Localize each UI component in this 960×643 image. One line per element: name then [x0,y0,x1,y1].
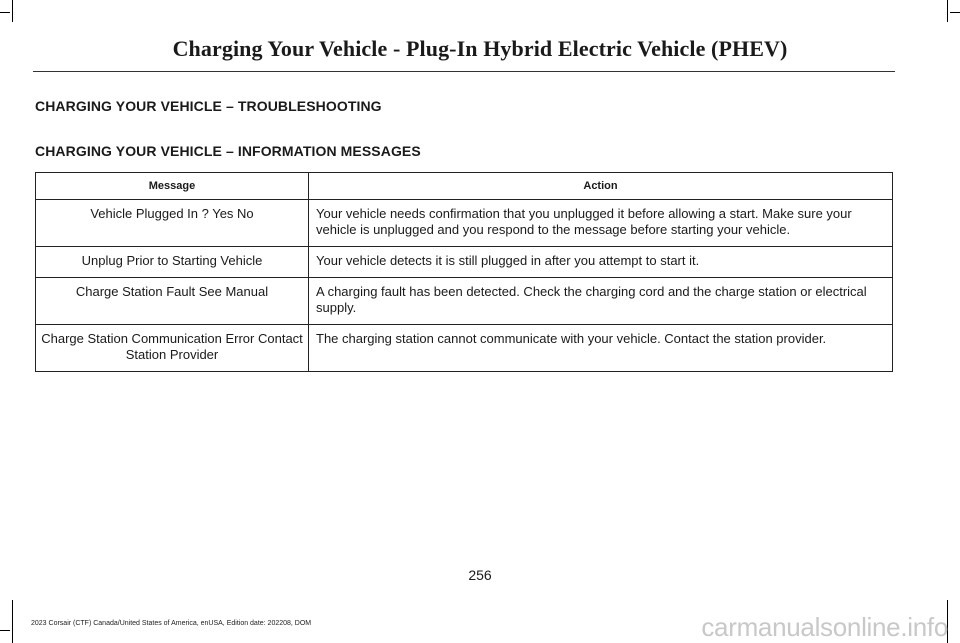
crop-mark [947,0,948,22]
message-cell: Vehicle Plugged In ? Yes No [36,200,309,247]
edition-footer: 2023 Corsair (CTF) Canada/United States of America, enUSA, Edition date: 202208, DOM [31,620,312,627]
message-cell: Charge Station Communication Error Contact Station Provider [36,325,309,372]
crop-mark [0,12,10,13]
crop-mark [12,0,13,22]
watermark-text: carmanualsonline.info [701,612,948,642]
table-row [36,200,893,247]
column-header-message: Message [36,173,309,200]
action-cell: A charging fault has been detected. Check the charging cord and the charge station or electrical supply. [309,278,893,325]
page-number: 256 [468,567,492,583]
message-cell: Unplug Prior to Starting Vehicle [36,247,309,278]
crop-mark [950,12,960,13]
table-header-row [36,173,893,200]
table-row [36,278,893,325]
header-divider [33,71,895,72]
action-cell: Your vehicle detects it is still plugged in after you attempt to start it. [309,247,893,278]
message-cell: Charge Station Fault See Manual [36,278,309,325]
troubleshooting-heading: CHARGING YOUR VEHICLE – TROUBLESHOOTING [35,98,382,114]
information-messages-heading: CHARGING YOUR VEHICLE – INFORMATION MESSAGES [35,143,421,159]
crop-mark [12,600,13,643]
table-row [36,247,893,278]
information-messages-table [35,172,893,372]
page-header: Charging Your Vehicle - Plug-In Hybrid Electric Vehicle (PHEV) [172,36,788,61]
crop-mark [0,630,10,631]
table-row [36,325,893,372]
action-cell: Your vehicle needs confirmation that you unplugged it before allowing a start. Make sure your vehicle is unplugged and you respond to the message before starting your vehicle. [309,200,893,247]
column-header-action: Action [309,173,893,200]
action-cell: The charging station cannot communicate with your vehicle. Contact the station provider. [309,325,893,372]
